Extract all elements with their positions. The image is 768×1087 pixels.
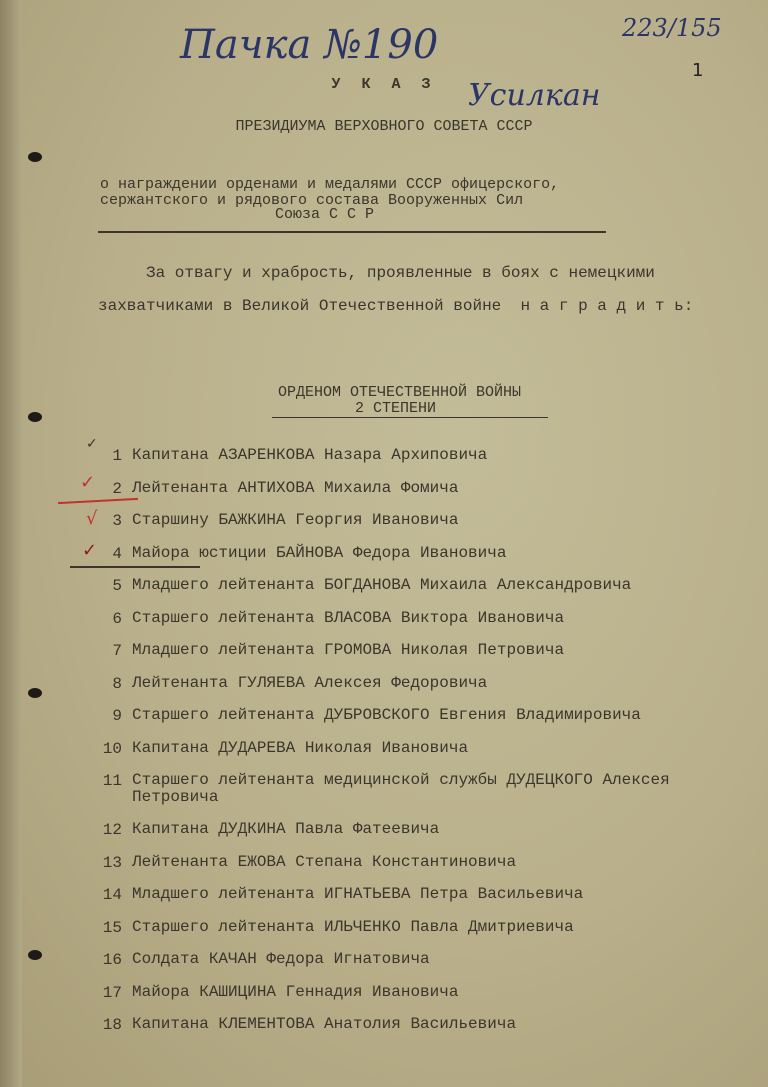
- item-number: 3: [112, 512, 122, 530]
- item-number: 7: [112, 642, 122, 660]
- list-item: [90, 545, 730, 578]
- item-text: Капитана АЗАРЕНКОВА Назара Архиповича: [132, 446, 488, 464]
- list-item: [90, 740, 730, 773]
- list-item: [90, 675, 730, 708]
- item-number: 4: [112, 544, 122, 563]
- document-title: У К А З: [331, 76, 437, 93]
- list-item: [90, 919, 730, 952]
- handwritten-signature: Усилкан: [468, 78, 601, 113]
- item-number: 5: [112, 577, 122, 595]
- item-text: Капитана ДУДАРЕВА Николая Ивановича: [132, 738, 469, 757]
- section-heading: 2 СТЕПЕНИ: [355, 400, 437, 417]
- item-number: 1: [112, 447, 122, 465]
- item-number: 16: [102, 951, 122, 969]
- check-mark-icon: ✓: [82, 540, 98, 561]
- awardees-list: [90, 447, 730, 1049]
- item-text: Старшего лейтенанта ИЛЬЧЕНКО Павла Дмитриевича: [132, 917, 574, 936]
- list-item: [90, 447, 730, 480]
- document-issuer: ПРЕЗИДИУМА ВЕРХОВНОГО СОВЕТА СССР: [235, 118, 533, 135]
- list-item: [90, 1016, 730, 1049]
- check-mark-icon: ✓: [80, 472, 96, 493]
- folder-note: Пачка №190: [180, 22, 439, 68]
- item-text: Старшего лейтенанта медицинской службы ДУДЕЦКОГО Алексея Петровича: [132, 771, 670, 806]
- item-number: 17: [102, 983, 122, 1002]
- item-text: Солдата КАЧАН Федора Игнатовича: [132, 950, 430, 968]
- subject-line: о награждении орденами и медалями СССР офицерского,: [100, 176, 560, 193]
- item-text: Лейтенанта ГУЛЯЕВА Алексея Федоровича: [132, 673, 488, 692]
- item-number: 18: [102, 1016, 122, 1034]
- section-heading: ОРДЕНОМ ОТЕЧЕСТВЕННОЙ ВОЙНЫ: [278, 384, 522, 401]
- list-item: [90, 642, 730, 675]
- check-mark-icon: √: [86, 508, 98, 529]
- section-underline: [272, 417, 548, 418]
- item-text: Младшего лейтенанта ГРОМОВА Николая Петровича: [132, 641, 565, 659]
- list-item: [90, 772, 730, 821]
- binding-hole: [28, 950, 42, 960]
- list-item: [90, 577, 730, 610]
- paper-edge: [0, 0, 22, 1087]
- item-text: Старшину БАЖКИНА Георгия Ивановича: [132, 511, 459, 529]
- divider: [98, 231, 606, 233]
- item-number: 12: [102, 821, 122, 839]
- item-number: 8: [112, 674, 122, 693]
- item-text: Майора КАШИЦИНА Геннадия Ивановича: [132, 982, 459, 1001]
- page-number: 1: [692, 60, 704, 81]
- list-item: [90, 951, 730, 984]
- binding-hole: [28, 152, 42, 162]
- list-item: [90, 707, 730, 740]
- binding-hole: [28, 688, 42, 698]
- list-item: [90, 886, 730, 919]
- item-number: 11: [102, 772, 122, 790]
- subject-line: сержантского и рядового состава Вооруженных Сил: [100, 192, 524, 209]
- item-text: Лейтенанта ЕЖОВА Степана Константиновича: [132, 852, 517, 871]
- check-mark-icon: ✓: [86, 436, 98, 452]
- list-item: [90, 512, 730, 545]
- list-item: [90, 610, 730, 643]
- subject-line: Союза С С Р: [275, 206, 375, 223]
- list-item: [90, 984, 730, 1017]
- item-number: 2: [112, 479, 122, 498]
- item-number: 15: [102, 918, 122, 937]
- item-number: 6: [112, 609, 122, 628]
- preamble-line: За отвагу и храбрость, проявленные в боях с немецкими: [146, 264, 655, 282]
- item-text: Старшего лейтенанта ВЛАСОВА Виктора Ивановича: [132, 608, 565, 627]
- item-text: Капитана ДУДКИНА Павла Фатеевича: [132, 820, 440, 838]
- item-number: 9: [112, 707, 122, 725]
- item-text: Майора юстиции БАЙНОВА Федора Ивановича: [132, 543, 507, 562]
- list-item: [90, 854, 730, 887]
- item-text: Старшего лейтенанта ДУБРОВСКОГО Евгения Владимировича: [132, 706, 641, 724]
- item-text: Капитана КЛЕМЕНТОВА Анатолия Васильевича: [132, 1015, 517, 1033]
- item-number: 10: [102, 739, 122, 758]
- item-number: 13: [102, 853, 122, 872]
- archive-ref: 223/155: [622, 14, 722, 42]
- item-number: 14: [102, 886, 122, 904]
- list-item: [90, 821, 730, 854]
- list-item: [90, 480, 730, 513]
- item-text: Лейтенанта АНТИХОВА Михаила Фомича: [132, 478, 459, 497]
- binding-hole: [28, 412, 42, 422]
- preamble-line: захватчиками в Великой Отечественной войне н а г р а д и т ь:: [98, 297, 694, 315]
- item-text: Младшего лейтенанта ИГНАТЬЕВА Петра Васильевича: [132, 885, 584, 903]
- item-text: Младшего лейтенанта БОГДАНОВА Михаила Александровича: [132, 576, 632, 594]
